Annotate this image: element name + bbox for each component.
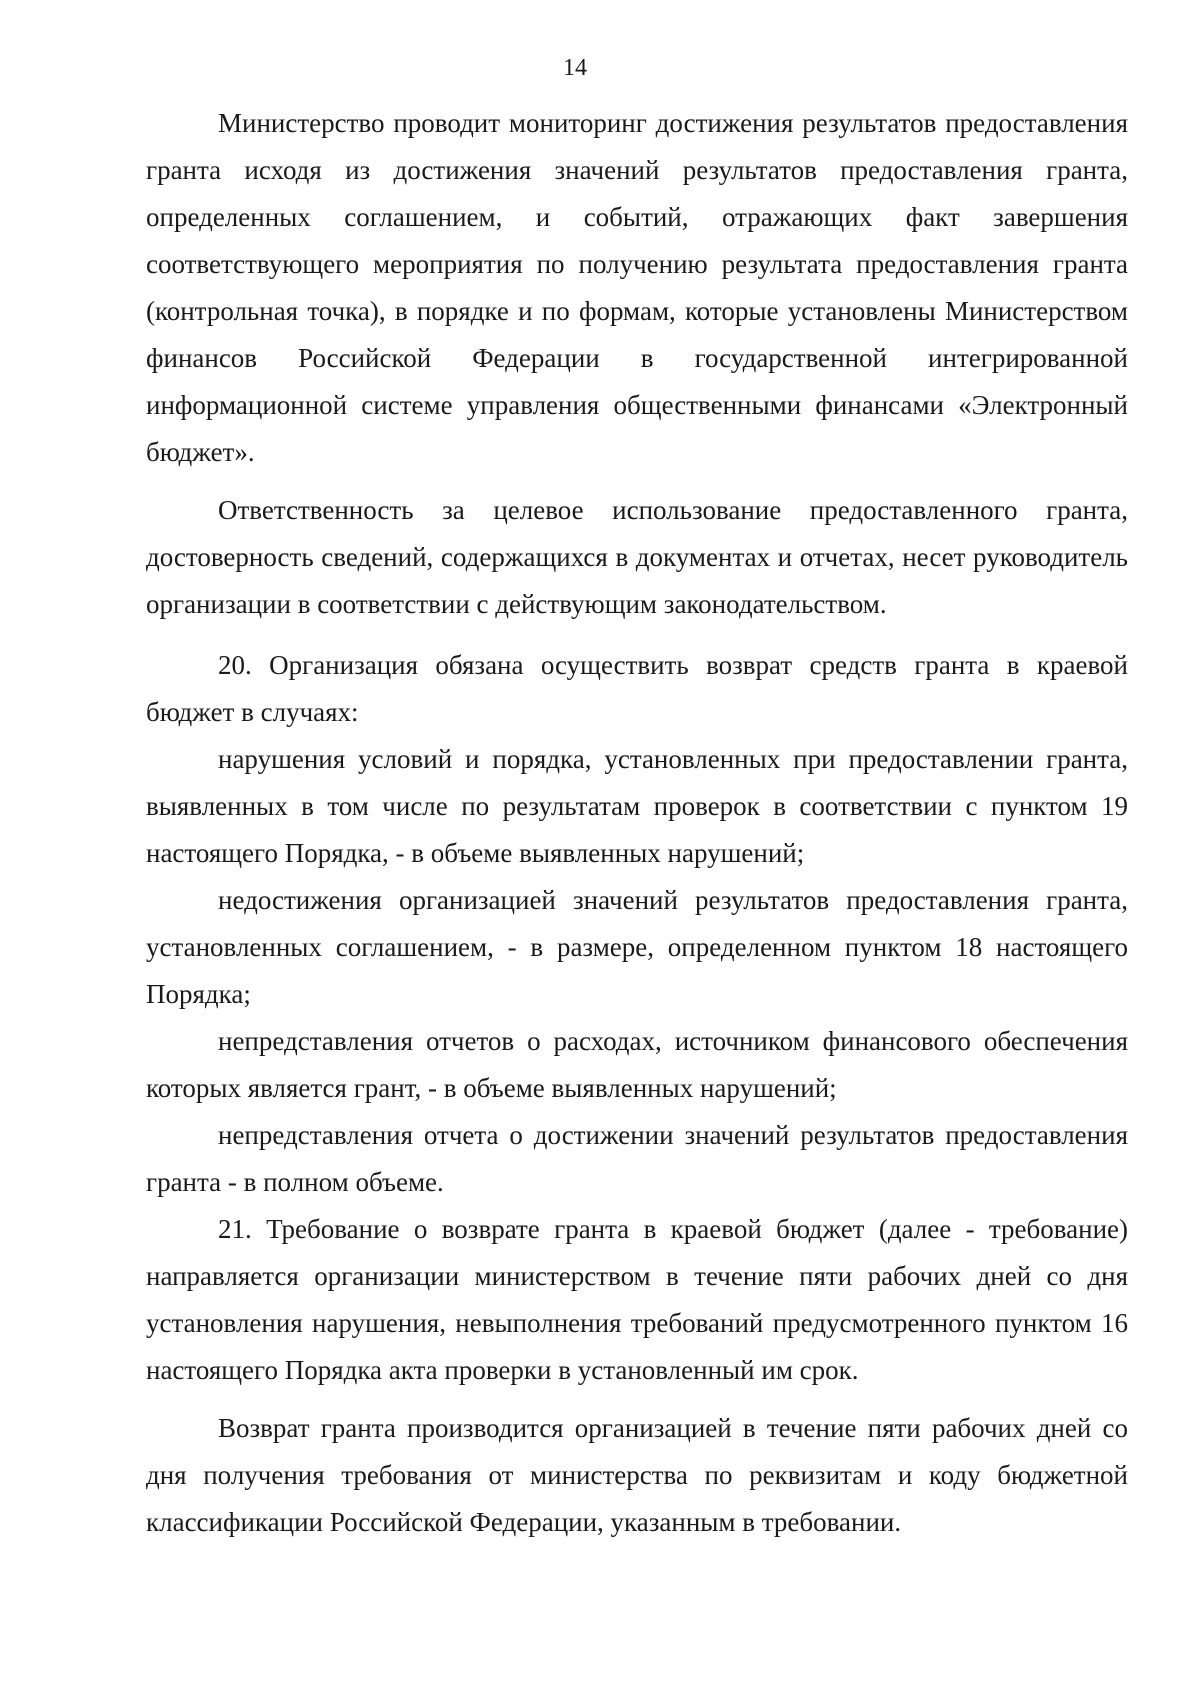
paragraph-case-violation: нарушения условий и порядка, установленных при предоставлении гранта, выявленных в том числе по результатам проверок в соответствии с пунктом 19 настоящего Порядка, - в объеме выявленных нарушений; — [146, 744, 1128, 868]
paragraph-item-20: 20. Организация обязана осуществить возврат средств гранта в краевой бюджет в случаях: — [146, 650, 1128, 727]
paragraph-case-expense-report: непредставления отчетов о расходах, источником финансового обеспечения которых является грант, - в объеме выявленных нарушений; — [146, 1026, 1128, 1103]
paragraph-item-21: 21. Требование о возврате гранта в краевой бюджет (далее - требование) направляется организации министерством в течение пяти рабочих дней со дня установления нарушения, невыполнения требований предусмотренного пунктом 16 настоящего Порядка акта проверки в установленный им срок. — [146, 1214, 1128, 1385]
paragraph-monitoring: Министерство проводит мониторинг достижения результатов предоставления гранта исходя из достижения значений результатов предоставления гранта, определенных соглашением, и событий, отражающих факт завершения соответствующего мероприятия по получению результата предоставления гранта (контрольная точка), в порядке и по формам, которые установлены Министерством финансов Российской Федерации в государственной интегрированной информационной системе управления общественными финансами «Электронный бюджет». — [146, 108, 1128, 467]
paragraph-responsibility: Ответственность за целевое использование предоставленного гранта, достоверность сведений, содержащихся в документах и отчетах, несет руководитель организации в соответствии с действующим законодательством. — [146, 495, 1128, 619]
paragraph-case-non-achievement: недостижения организацией значений результатов предоставления гранта, установленных соглашением, - в размере, определенном пунктом 18 настоящего Порядка; — [146, 885, 1128, 1009]
paragraph-case-results-report: непредставления отчета о достижении значений результатов предоставления гранта - в полном объеме. — [146, 1120, 1128, 1197]
document-body — [146, 100, 1128, 1546]
paragraph-refund: Возврат гранта производится организацией в течение пяти рабочих дней со дня получения требования от министерства по реквизитам и коду бюджетной классификации Российской Федерации, указанным в требовании. — [146, 1413, 1128, 1537]
page-number: 14 — [563, 55, 587, 81]
